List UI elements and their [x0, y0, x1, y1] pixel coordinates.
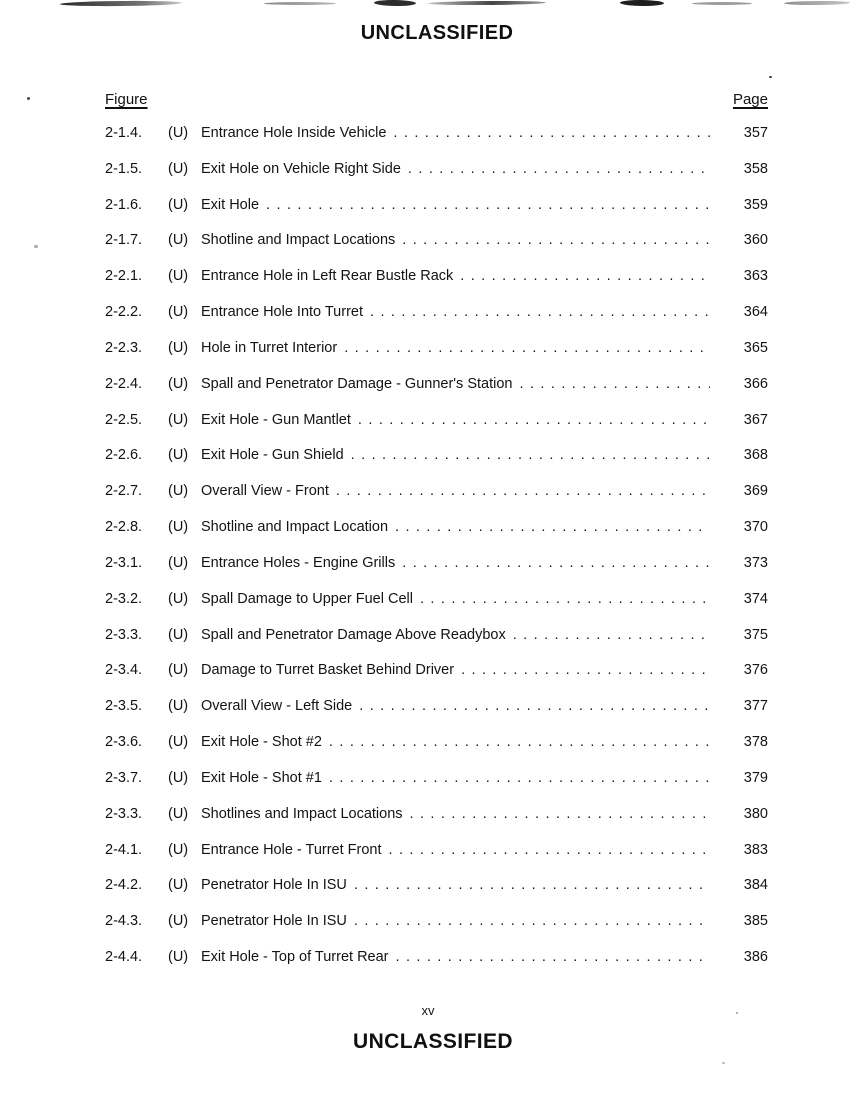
page-number-value: 376	[743, 662, 768, 679]
figure-number: 2-4.2.	[105, 877, 143, 894]
page-number-value: 365	[743, 339, 768, 356]
figure-number: 2-2.8.	[105, 519, 143, 536]
figure-row	[105, 267, 768, 303]
classification-marker: (U)	[168, 519, 189, 536]
dot-leader	[398, 554, 710, 572]
figure-title: Shotlines and Impact Locations	[201, 805, 403, 822]
figure-number: 2-3.4.	[105, 662, 143, 679]
page-number-value: 369	[743, 483, 768, 500]
scan-speck-artifact	[722, 1062, 725, 1064]
classification-marker: (U)	[168, 411, 189, 428]
figure-title: Exit Hole	[201, 196, 260, 213]
dot-leader	[389, 124, 710, 142]
page-number-value: 378	[743, 734, 768, 751]
page-number-value: 370	[743, 519, 768, 536]
page-number-value: 366	[743, 375, 768, 392]
figure-number: 2-3.1.	[105, 554, 143, 571]
page-number-value: 385	[743, 913, 768, 930]
page-number-value: 386	[743, 949, 768, 966]
dot-leader	[515, 375, 710, 393]
figure-title: Spall and Penetrator Damage - Gunner's Station	[201, 375, 513, 392]
scan-streak-artifact	[784, 1, 850, 6]
figure-number: 2-1.5.	[105, 160, 143, 177]
dot-leader	[398, 231, 710, 249]
figure-title: Exit Hole on Vehicle Right Side	[201, 160, 401, 177]
figure-number: 2-2.1.	[105, 268, 143, 285]
figure-row	[105, 948, 768, 984]
figure-row	[105, 805, 768, 841]
dot-leader	[366, 303, 710, 321]
figure-number: 2-2.4.	[105, 375, 143, 392]
classification-marker: (U)	[168, 375, 189, 392]
figure-number: 2-2.2.	[105, 304, 143, 321]
figure-row	[105, 375, 768, 411]
figure-title: Shotline and Impact Location	[201, 519, 389, 536]
classification-banner-top: UNCLASSIFIED	[360, 22, 514, 44]
figure-title: Damage to Turret Basket Behind Driver	[201, 662, 455, 679]
page-column-header: Page	[732, 91, 768, 108]
dot-leader	[391, 518, 710, 536]
dot-leader	[350, 912, 710, 930]
figure-number: 2-1.7.	[105, 232, 143, 249]
classification-marker: (U)	[168, 483, 189, 500]
dot-leader	[347, 446, 710, 464]
classification-marker: (U)	[168, 160, 189, 177]
page-number-value: 360	[743, 232, 768, 249]
page-number-value: 384	[743, 877, 768, 894]
figure-row	[105, 482, 768, 518]
classification-marker: (U)	[168, 447, 189, 464]
dot-leader	[457, 661, 710, 679]
dot-leader	[406, 805, 710, 823]
dot-leader	[385, 841, 710, 859]
dot-leader	[509, 626, 710, 644]
classification-marker: (U)	[168, 590, 189, 607]
dot-leader	[456, 267, 710, 285]
classification-marker: (U)	[168, 877, 189, 894]
classification-marker: (U)	[168, 125, 189, 141]
classification-marker: (U)	[168, 913, 189, 930]
figure-number: 2-3.3.	[105, 805, 143, 822]
page-number-value: 357	[743, 125, 768, 141]
page-number-value: 364	[743, 304, 768, 321]
figure-number: 2-2.3.	[105, 339, 143, 356]
dot-leader	[416, 590, 710, 608]
scan-speck-artifact	[769, 76, 772, 78]
page-number-value: 383	[743, 841, 768, 858]
scan-streak-artifact	[374, 0, 416, 6]
figure-number: 2-1.6.	[105, 196, 143, 213]
scan-speck-artifact	[34, 245, 38, 248]
figure-number: 2-2.5.	[105, 411, 143, 428]
dot-leader	[262, 196, 710, 214]
figure-row	[105, 160, 768, 196]
figure-row	[105, 446, 768, 482]
classification-marker: (U)	[168, 949, 189, 966]
page-number-value: 359	[743, 196, 768, 213]
figure-title: Entrance Hole - Turret Front	[201, 841, 382, 858]
figure-number: 2-4.3.	[105, 913, 143, 930]
classification-banner-bottom: UNCLASSIFIED	[353, 1030, 513, 1053]
scan-streak-artifact	[428, 1, 546, 6]
scan-streak-artifact	[60, 0, 182, 6]
dot-leader	[332, 482, 710, 500]
figure-number: 2-4.1.	[105, 841, 143, 858]
figure-row	[105, 518, 768, 554]
classification-marker: (U)	[168, 769, 189, 786]
classification-marker: (U)	[168, 734, 189, 751]
classification-marker: (U)	[168, 304, 189, 321]
figure-row	[105, 590, 768, 626]
figure-row	[105, 912, 768, 948]
figure-number: 2-3.3.	[105, 626, 143, 643]
page-number-value: 368	[743, 447, 768, 464]
figure-row	[105, 697, 768, 733]
figure-number: 2-1.4.	[105, 125, 143, 141]
figure-title: Penetrator Hole In ISU	[201, 877, 347, 894]
page-number-value: 379	[743, 769, 768, 786]
figure-number: 2-2.6.	[105, 447, 143, 464]
page-number-value: 358	[743, 160, 768, 177]
figure-number: 2-3.2.	[105, 590, 143, 607]
figure-title: Entrance Hole Inside Vehicle	[201, 125, 387, 141]
figure-row	[105, 411, 768, 447]
figure-title: Exit Hole - Shot #1	[201, 769, 322, 786]
page-number-value: 375	[743, 626, 768, 643]
figure-row	[105, 769, 768, 805]
figure-title: Spall Damage to Upper Fuel Cell	[201, 590, 413, 607]
figure-title: Entrance Holes - Engine Grills	[201, 554, 396, 571]
figure-number: 2-4.4.	[105, 949, 143, 966]
figure-title: Exit Hole - Gun Mantlet	[201, 411, 351, 428]
dot-leader	[350, 876, 710, 894]
figure-row	[105, 626, 768, 662]
page-number-value: 367	[743, 411, 768, 428]
figure-title: Hole in Turret Interior	[201, 339, 338, 356]
classification-marker: (U)	[168, 232, 189, 249]
figure-title: Overall View - Front	[201, 483, 329, 500]
figure-row	[105, 124, 768, 160]
figure-title: Exit Hole - Top of Turret Rear	[201, 949, 389, 966]
scan-streak-artifact	[692, 2, 752, 5]
figure-number: 2-3.6.	[105, 734, 143, 751]
page-number-value: 377	[743, 698, 768, 715]
figure-row	[105, 339, 768, 375]
figure-row	[105, 554, 768, 590]
classification-marker: (U)	[168, 196, 189, 213]
dot-leader	[392, 948, 710, 966]
page-number-value: 380	[743, 805, 768, 822]
page-number-value: 373	[743, 554, 768, 571]
figure-title: Entrance Hole in Left Rear Bustle Rack	[201, 268, 454, 285]
dot-leader	[325, 769, 710, 787]
page-number: xv	[421, 1003, 435, 1018]
dot-leader	[354, 411, 710, 429]
figure-title: Penetrator Hole In ISU	[201, 913, 347, 930]
figure-number: 2-2.7.	[105, 483, 143, 500]
classification-marker: (U)	[168, 554, 189, 571]
figure-title: Overall View - Left Side	[201, 698, 353, 715]
figure-title: Entrance Hole Into Turret	[201, 304, 363, 321]
page-number-value: 374	[743, 590, 768, 607]
figure-title: Spall and Penetrator Damage Above Readybox	[201, 626, 506, 643]
dot-leader	[404, 160, 710, 178]
figure-column-header: Figure	[105, 91, 148, 108]
figure-number: 2-3.5.	[105, 698, 143, 715]
classification-marker: (U)	[168, 626, 189, 643]
classification-marker: (U)	[168, 698, 189, 715]
figure-number: 2-3.7.	[105, 769, 143, 786]
figure-row	[105, 303, 768, 339]
figure-row	[105, 196, 768, 232]
classification-marker: (U)	[168, 339, 189, 356]
classification-marker: (U)	[168, 841, 189, 858]
scan-speck-artifact	[27, 97, 30, 100]
classification-marker: (U)	[168, 805, 189, 822]
figure-row	[105, 876, 768, 912]
classification-marker: (U)	[168, 662, 189, 679]
figure-row	[105, 841, 768, 877]
dot-leader	[325, 733, 710, 751]
dot-leader	[340, 339, 710, 357]
classification-marker: (U)	[168, 268, 189, 285]
scan-streak-artifact	[264, 2, 336, 5]
figure-row	[105, 661, 768, 697]
dot-leader	[355, 697, 710, 715]
figure-row	[105, 733, 768, 769]
figure-title: Exit Hole - Gun Shield	[201, 447, 344, 464]
figure-row	[105, 231, 768, 267]
figure-list	[105, 124, 768, 984]
page-number-value: 363	[743, 268, 768, 285]
column-header-row	[105, 91, 768, 108]
scan-streak-artifact	[620, 0, 664, 6]
figure-title: Shotline and Impact Locations	[201, 232, 396, 249]
figure-title: Exit Hole - Shot #2	[201, 734, 322, 751]
